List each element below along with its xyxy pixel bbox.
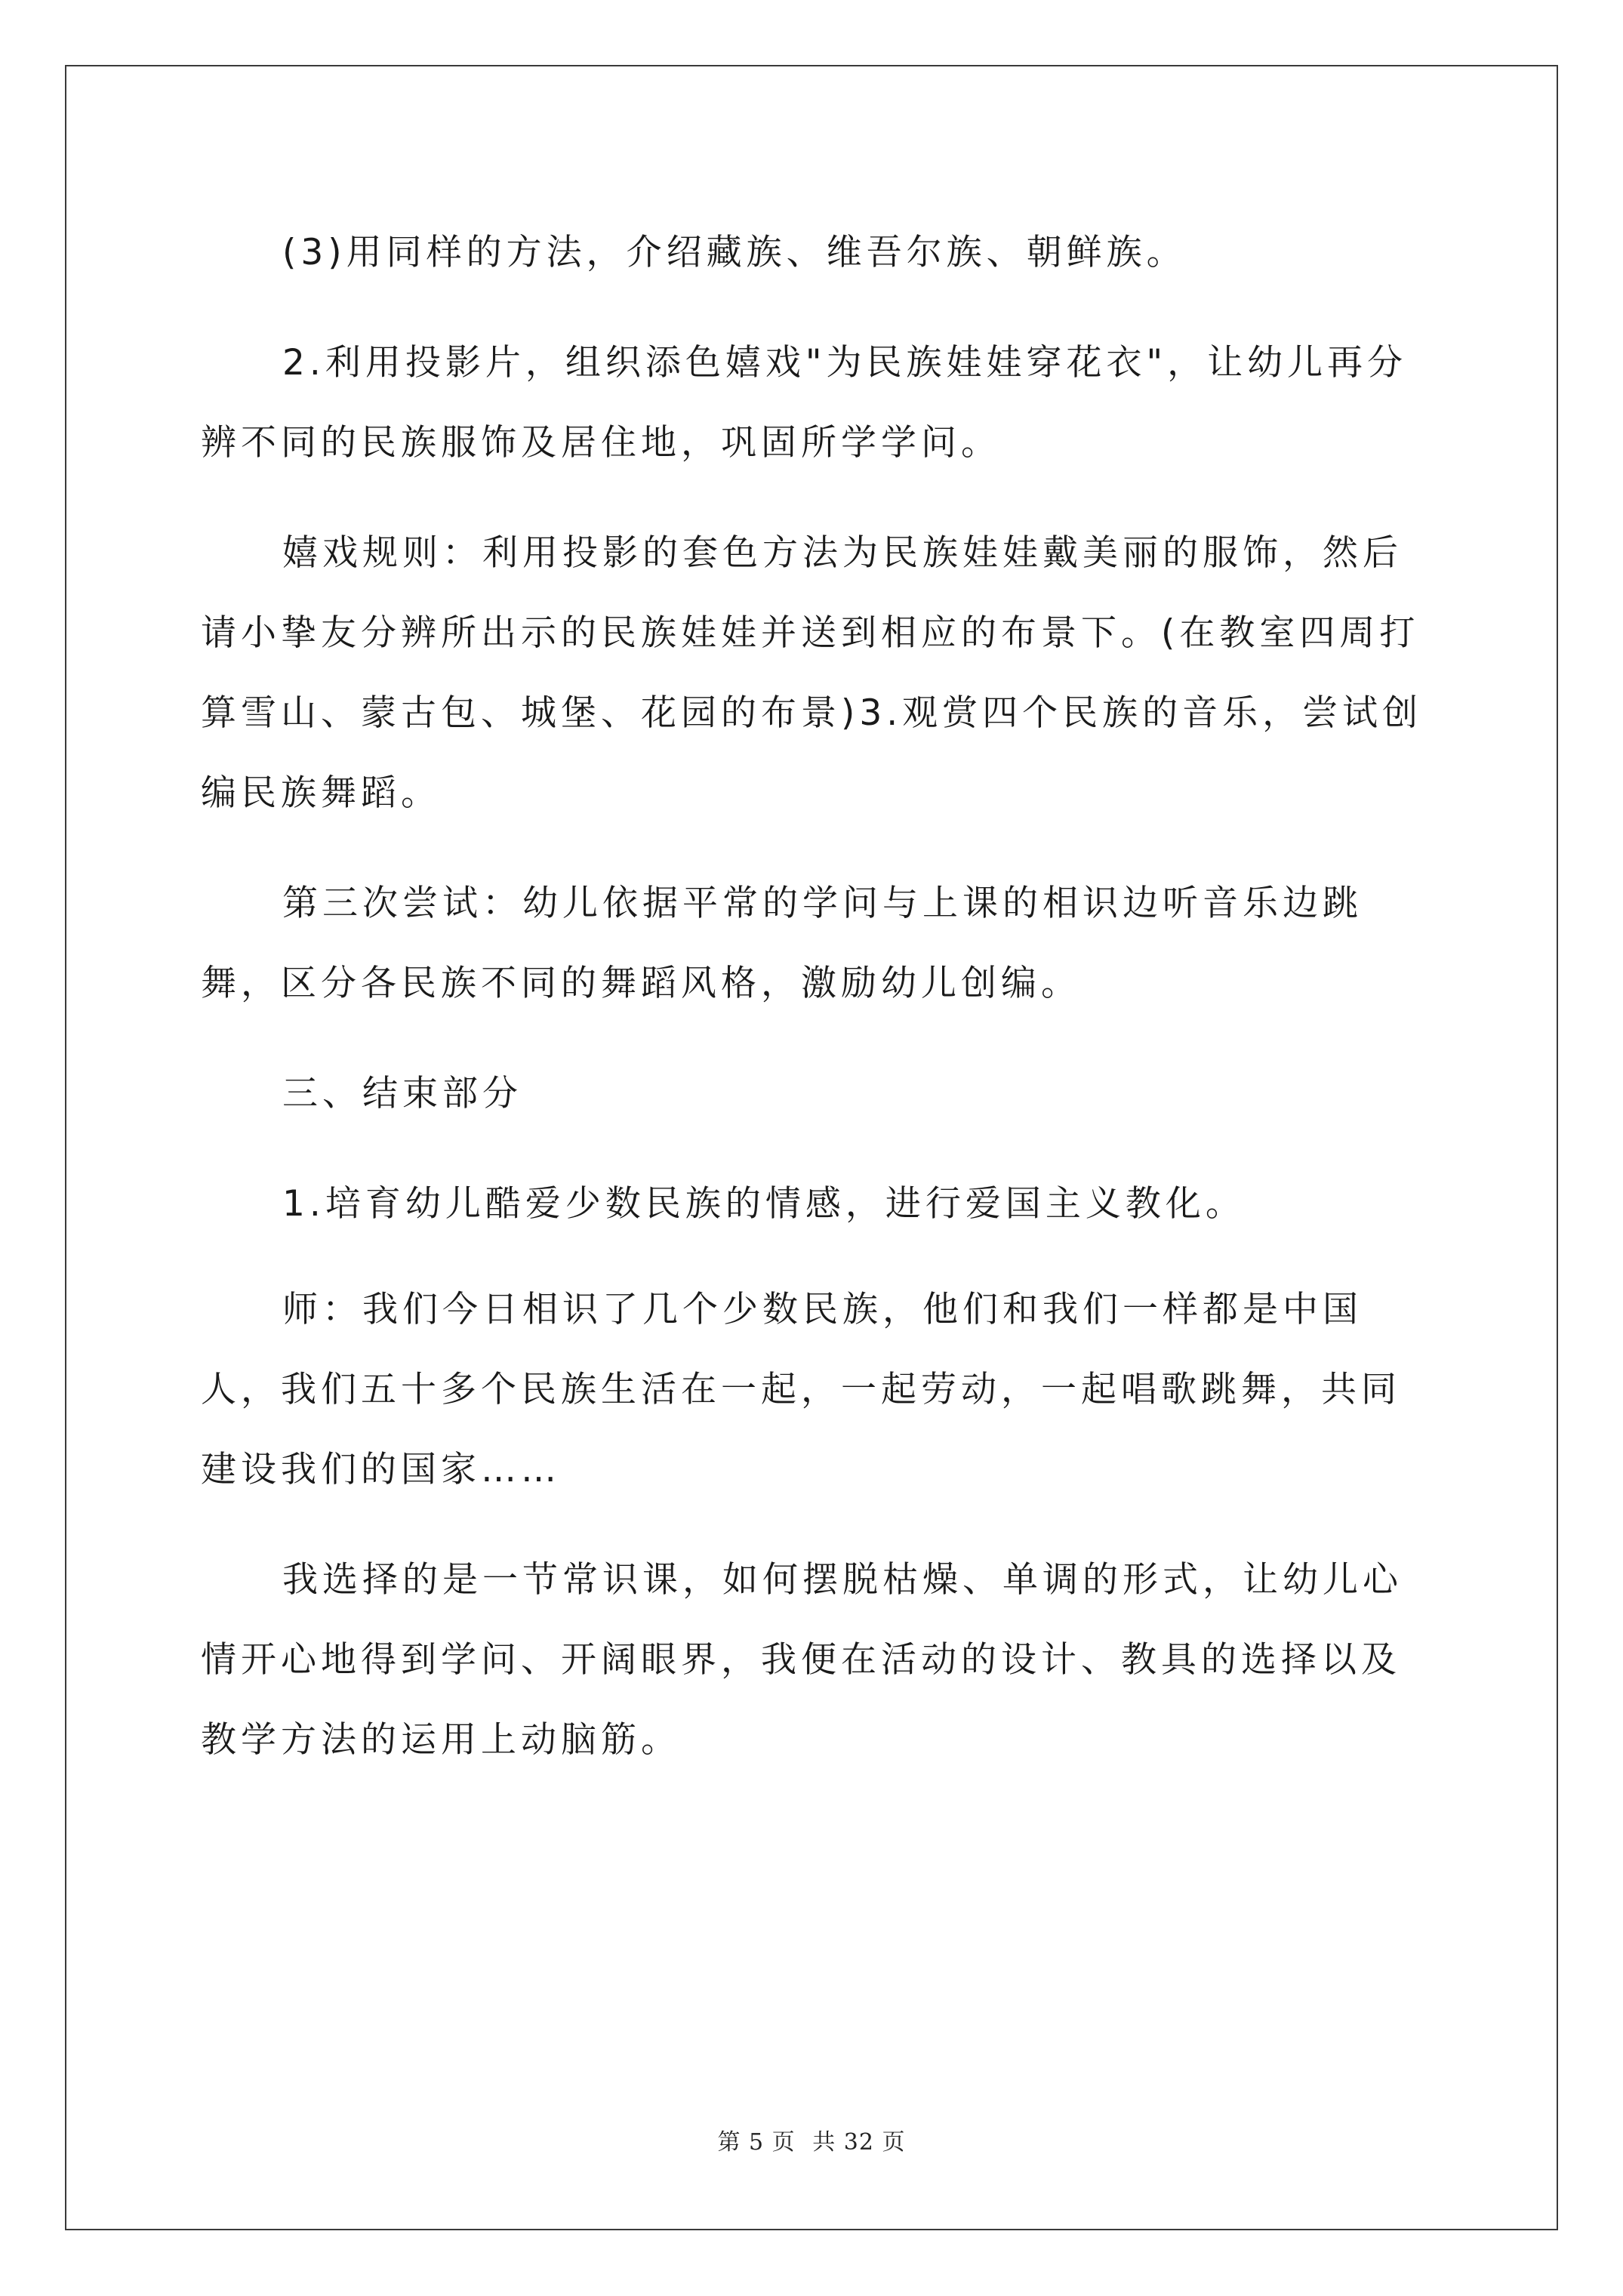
paragraph: 2.利用投影片，组织添色嬉戏"为民族娃娃穿花衣"，让幼儿再分辨不同的民族服饰及居住地，巩固所学学问。: [201, 342, 1408, 464]
paragraph: 第三次尝试：幼儿依据平常的学问与上课的相识边听音乐边跳舞，区分各民族不同的舞蹈风格，激励幼儿创编。: [201, 883, 1363, 1004]
paragraph: 嬉戏规则：利用投影的套色方法为民族娃娃戴美丽的服饰，然后请小挚友分辨所出示的民族娃娃并送到相应的布景下。(在教室四周打算雪山、蒙古包、城堡、花园的布景)3.观赏四个民族的音乐，尝试创编民族舞蹈。: [201, 532, 1423, 814]
page-footer: [0, 2123, 1623, 2156]
paragraph: (3)用同样的方法，介绍藏族、维吾尔族、朝鲜族。: [282, 232, 1187, 273]
page-number: 第 5 页: [717, 2129, 796, 2156]
document-body: [201, 213, 1424, 1811]
section-heading: 三、结束部分: [282, 1073, 522, 1114]
page-total: 共 32 页: [812, 2129, 906, 2156]
paragraph: 我选择的是一节常识课，如何摆脱枯燥、单调的形式，让幼儿心情开心地得到学问、开阔眼界，我便在活动的设计、教具的选择以及教学方法的运用上动脑筋。: [201, 1559, 1403, 1761]
paragraph: 师：我们今日相识了几个少数民族，他们和我们一样都是中国人，我们五十多个民族生活在一起，一起劳动，一起唱歌跳舞，共同建设我们的国家……: [201, 1289, 1401, 1490]
paragraph: 1.培育幼儿酷爱少数民族的情感，进行爱国主义教化。: [282, 1183, 1246, 1225]
